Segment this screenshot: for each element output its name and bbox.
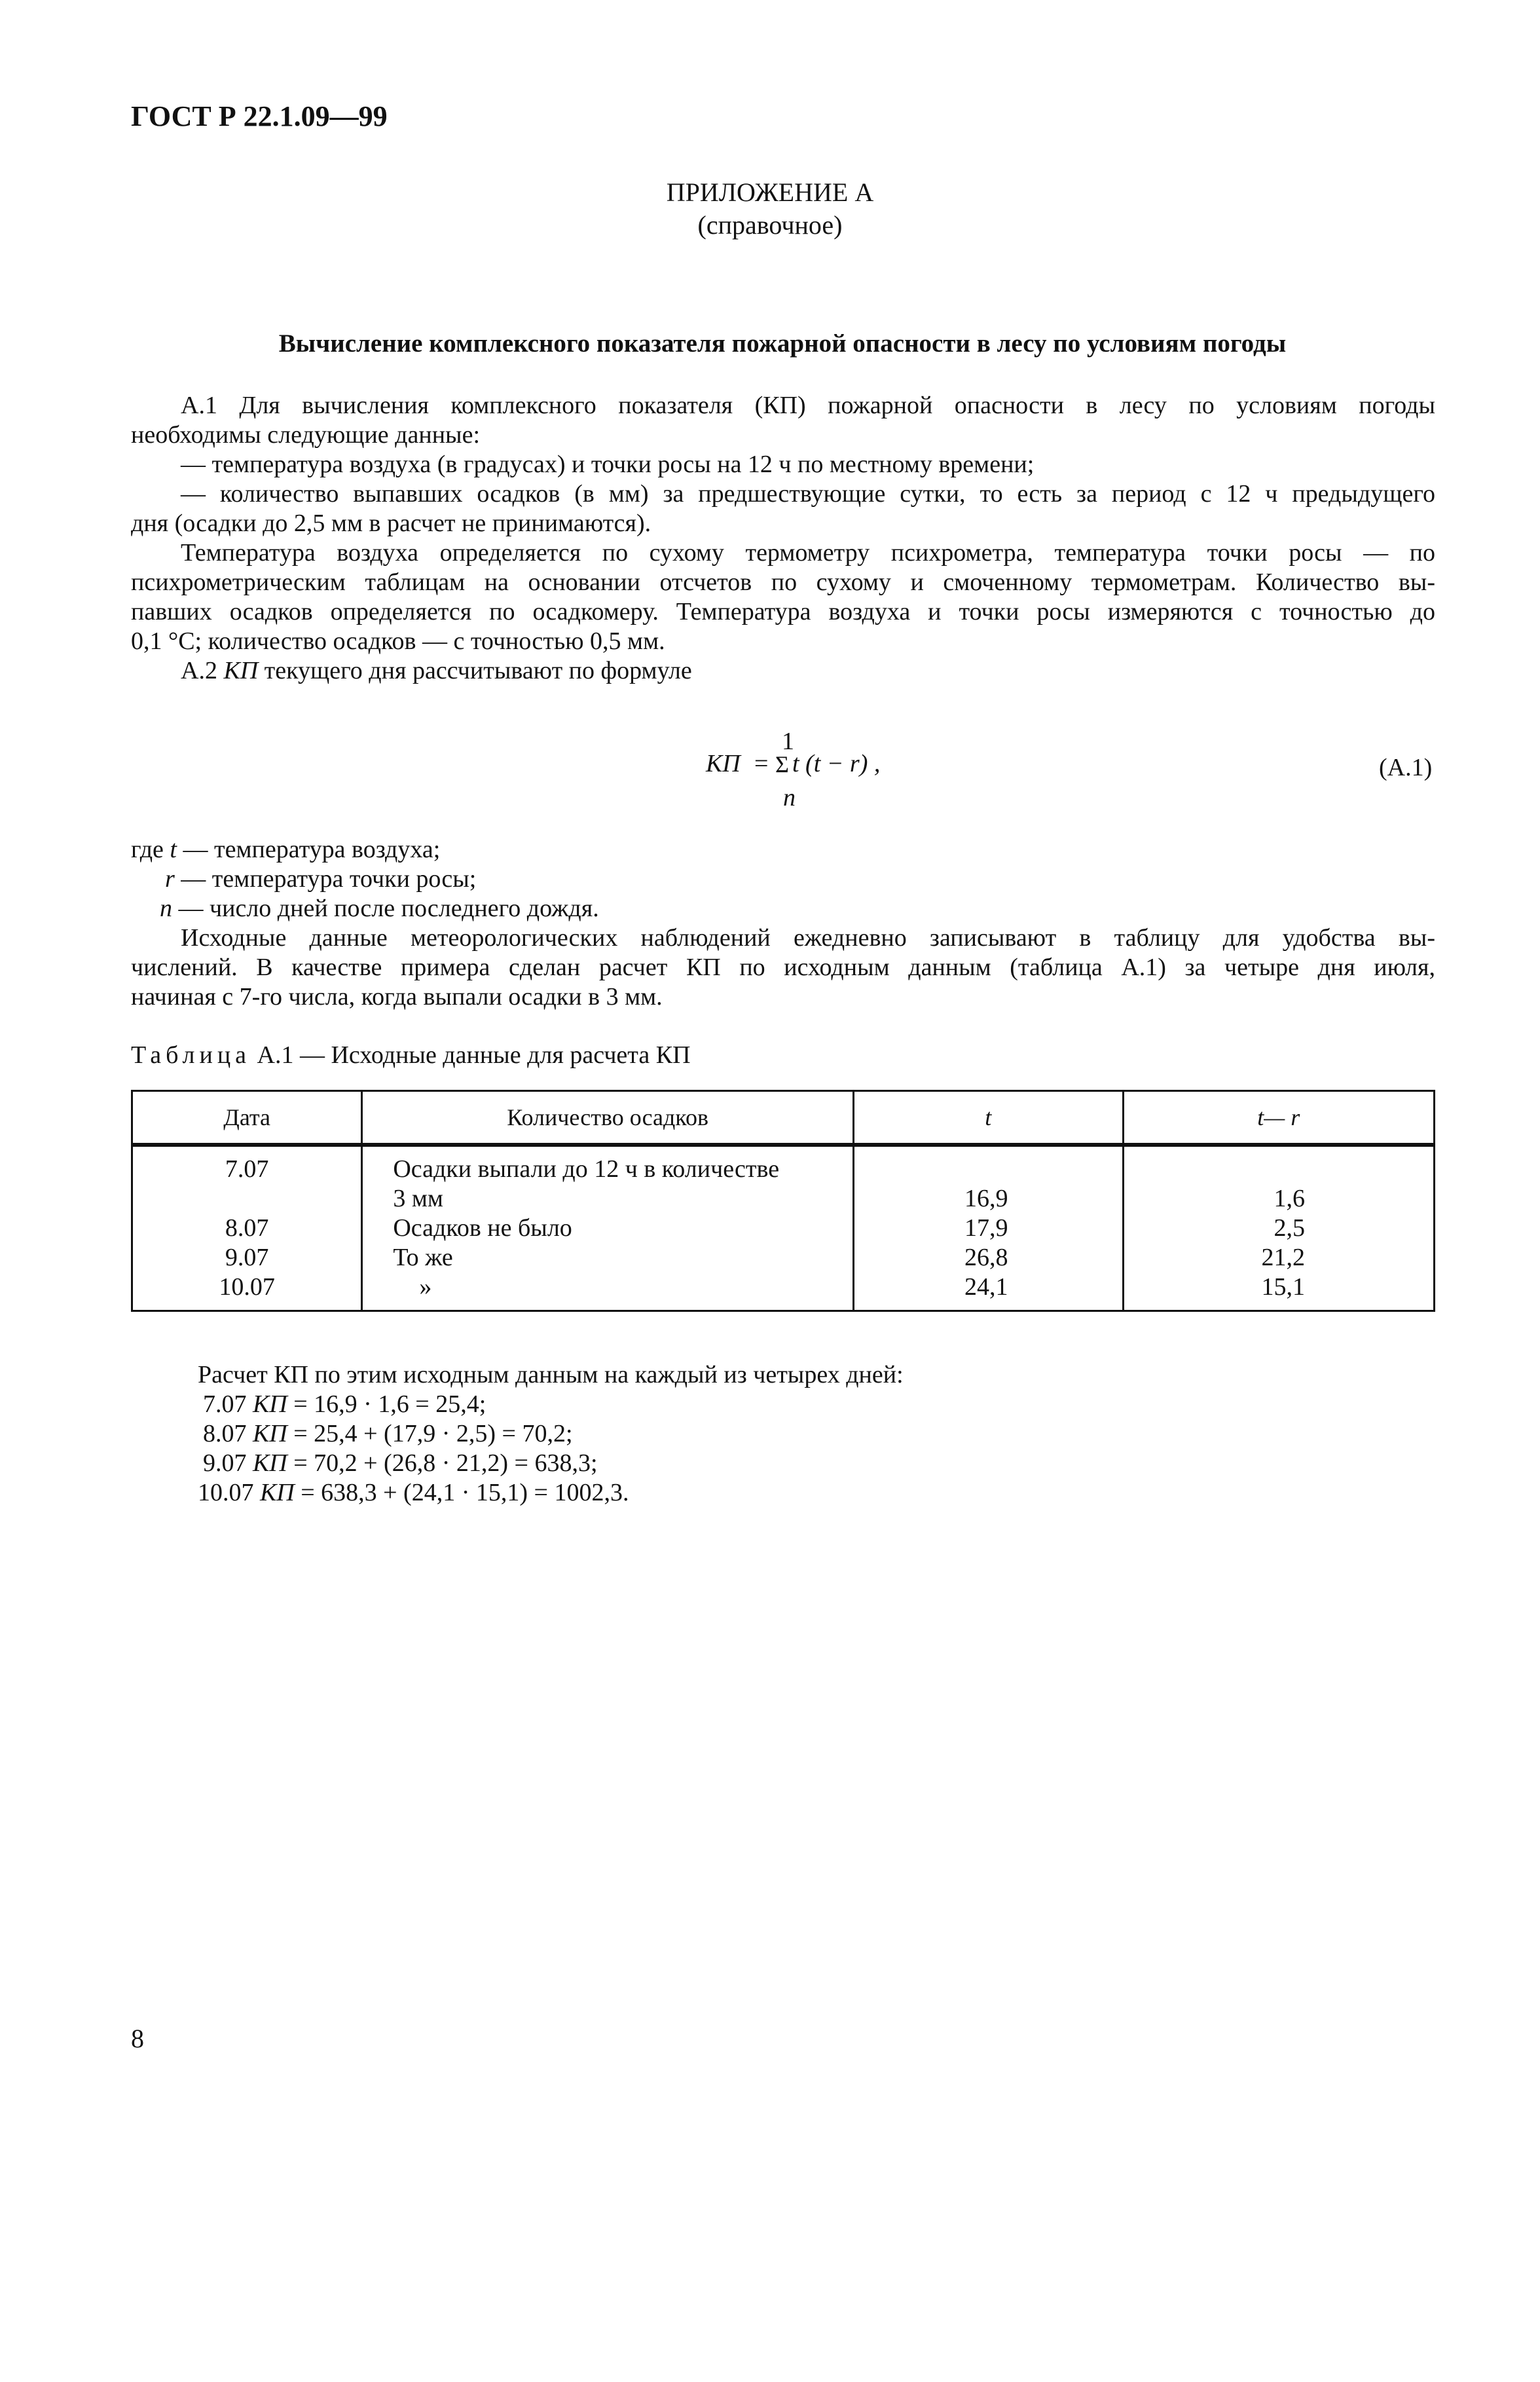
cell-precipitation: То же bbox=[362, 1243, 854, 1273]
column-header-precipitation: Количество осадков bbox=[362, 1091, 854, 1144]
cell-date: 7.07 bbox=[132, 1146, 362, 1185]
formula-sum-lower: n bbox=[783, 784, 796, 811]
table-row bbox=[132, 1146, 1435, 1185]
cell-t: 26,8 bbox=[853, 1243, 1123, 1273]
calc-line-7-07: 7.07 КП = 16,9 · 1,6 = 25,4; bbox=[203, 1390, 486, 1418]
calc-line-9-07: 9.07 КП = 70,2 + (26,8 · 21,2) = 638,3; bbox=[203, 1449, 598, 1477]
cell-t-minus-r: 1,6 bbox=[1123, 1184, 1434, 1214]
temp-paragraph-line-3: павших осадков определяется по осадкомеру. Температура воздуха и точки росы измеряются с точностью до bbox=[131, 598, 1435, 625]
a2-paragraph: А.2 КП текущего дня рассчитывают по формуле bbox=[181, 657, 692, 684]
table-row bbox=[132, 1243, 1435, 1273]
cell-t: 16,9 bbox=[853, 1184, 1123, 1214]
table-row bbox=[132, 1214, 1435, 1243]
formula-sum-sign: Σ bbox=[775, 751, 789, 777]
cell-t-minus-r bbox=[1123, 1146, 1434, 1185]
cell-precipitation: » bbox=[362, 1273, 854, 1311]
source-line-2: числений. В качестве примера сделан расчет КП по исходным данным (таблица А.1) за четыре дня июля, bbox=[131, 954, 1435, 981]
column-header-t: t bbox=[853, 1091, 1123, 1144]
table-row bbox=[132, 1184, 1435, 1214]
calc-line-8-07: 8.07 КП = 25,4 + (17,9 · 2,5) = 70,2; bbox=[203, 1420, 573, 1447]
data-table bbox=[131, 1090, 1435, 1312]
cell-precipitation: 3 мм bbox=[362, 1184, 854, 1214]
legend-n: n — число дней после последнего дождя. bbox=[160, 895, 599, 922]
document-code: ГОСТ Р 22.1.09—99 bbox=[131, 100, 388, 132]
cell-t bbox=[853, 1146, 1123, 1185]
formula-number: (А.1) bbox=[1379, 754, 1433, 781]
cell-precipitation: Осадки выпали до 12 ч в количестве bbox=[362, 1146, 854, 1185]
calc-intro: Расчет КП по этим исходным данным на каждый из четырех дней: bbox=[198, 1361, 904, 1388]
cell-t: 17,9 bbox=[853, 1214, 1123, 1243]
legend-r: r — температура точки росы; bbox=[165, 865, 477, 893]
cell-date: 9.07 bbox=[132, 1243, 362, 1273]
list-item-precip-line-2: дня (осадки до 2,5 мм в расчет не принимаются). bbox=[131, 510, 651, 537]
appendix-status: (справочное) bbox=[697, 210, 843, 240]
cell-date: 10.07 bbox=[132, 1273, 362, 1311]
formula-kp bbox=[706, 749, 741, 778]
temp-paragraph-line-1: Температура воздуха определяется по сухому термометру психрометра, температура точки росы — по bbox=[181, 539, 1435, 567]
cell-t: 24,1 bbox=[853, 1273, 1123, 1311]
column-header-date: Дата bbox=[132, 1091, 362, 1144]
table-caption: Таблица А.1 — Исходные данные для расчета КП bbox=[131, 1041, 691, 1069]
page-number: 8 bbox=[131, 2024, 144, 2053]
formula-equals: = bbox=[754, 750, 769, 777]
temp-paragraph-line-2: психрометрическим таблицам на основании отсчетов по сухому и смоченному термометрам. Количество вы- bbox=[131, 568, 1435, 596]
legend-t: где t — температура воздуха; bbox=[131, 836, 441, 863]
cell-precipitation: Осадков не было bbox=[362, 1214, 854, 1243]
list-item-precip-line-1: — количество выпавших осадков (в мм) за предшествующие сутки, то есть за период с 12 ч предыдущего bbox=[181, 480, 1435, 508]
table-row bbox=[132, 1273, 1435, 1311]
cell-date bbox=[132, 1184, 362, 1214]
cell-t-minus-r: 15,1 bbox=[1123, 1273, 1434, 1311]
a1-line-2: необходимы следующие данные: bbox=[131, 421, 481, 449]
temp-paragraph-line-4: 0,1 °С; количество осадков — с точностью 0,5 мм. bbox=[131, 627, 665, 655]
a1-line-1: А.1 Для вычисления комплексного показателя (КП) пожарной опасности в лесу по условиям погоды bbox=[181, 392, 1435, 419]
source-line-1: Исходные данные метеорологических наблюдений ежедневно записывают в таблицу для удобства вы- bbox=[181, 924, 1435, 952]
formula-sum-upper: 1 bbox=[782, 728, 794, 755]
appendix-label: ПРИЛОЖЕНИЕ А bbox=[666, 177, 874, 207]
cell-date: 8.07 bbox=[132, 1214, 362, 1243]
calc-line-10-07: 10.07 КП = 638,3 + (24,1 · 15,1) = 1002,3. bbox=[198, 1479, 629, 1506]
formula-body: t (t − r) , bbox=[792, 750, 881, 777]
formula-lhs: КП bbox=[706, 750, 741, 777]
source-line-3: начиная с 7-го числа, когда выпали осадки в 3 мм. bbox=[131, 983, 663, 1011]
column-header-t-minus-r: t— r bbox=[1123, 1091, 1434, 1144]
cell-t-minus-r: 21,2 bbox=[1123, 1243, 1434, 1273]
list-item-air-temp: — температура воздуха (в градусах) и точки росы на 12 ч по местному времени; bbox=[181, 451, 1035, 478]
section-title: Вычисление комплексного показателя пожарной опасности в лесу по условиям погоды bbox=[278, 329, 1287, 358]
cell-t-minus-r: 2,5 bbox=[1123, 1214, 1434, 1243]
